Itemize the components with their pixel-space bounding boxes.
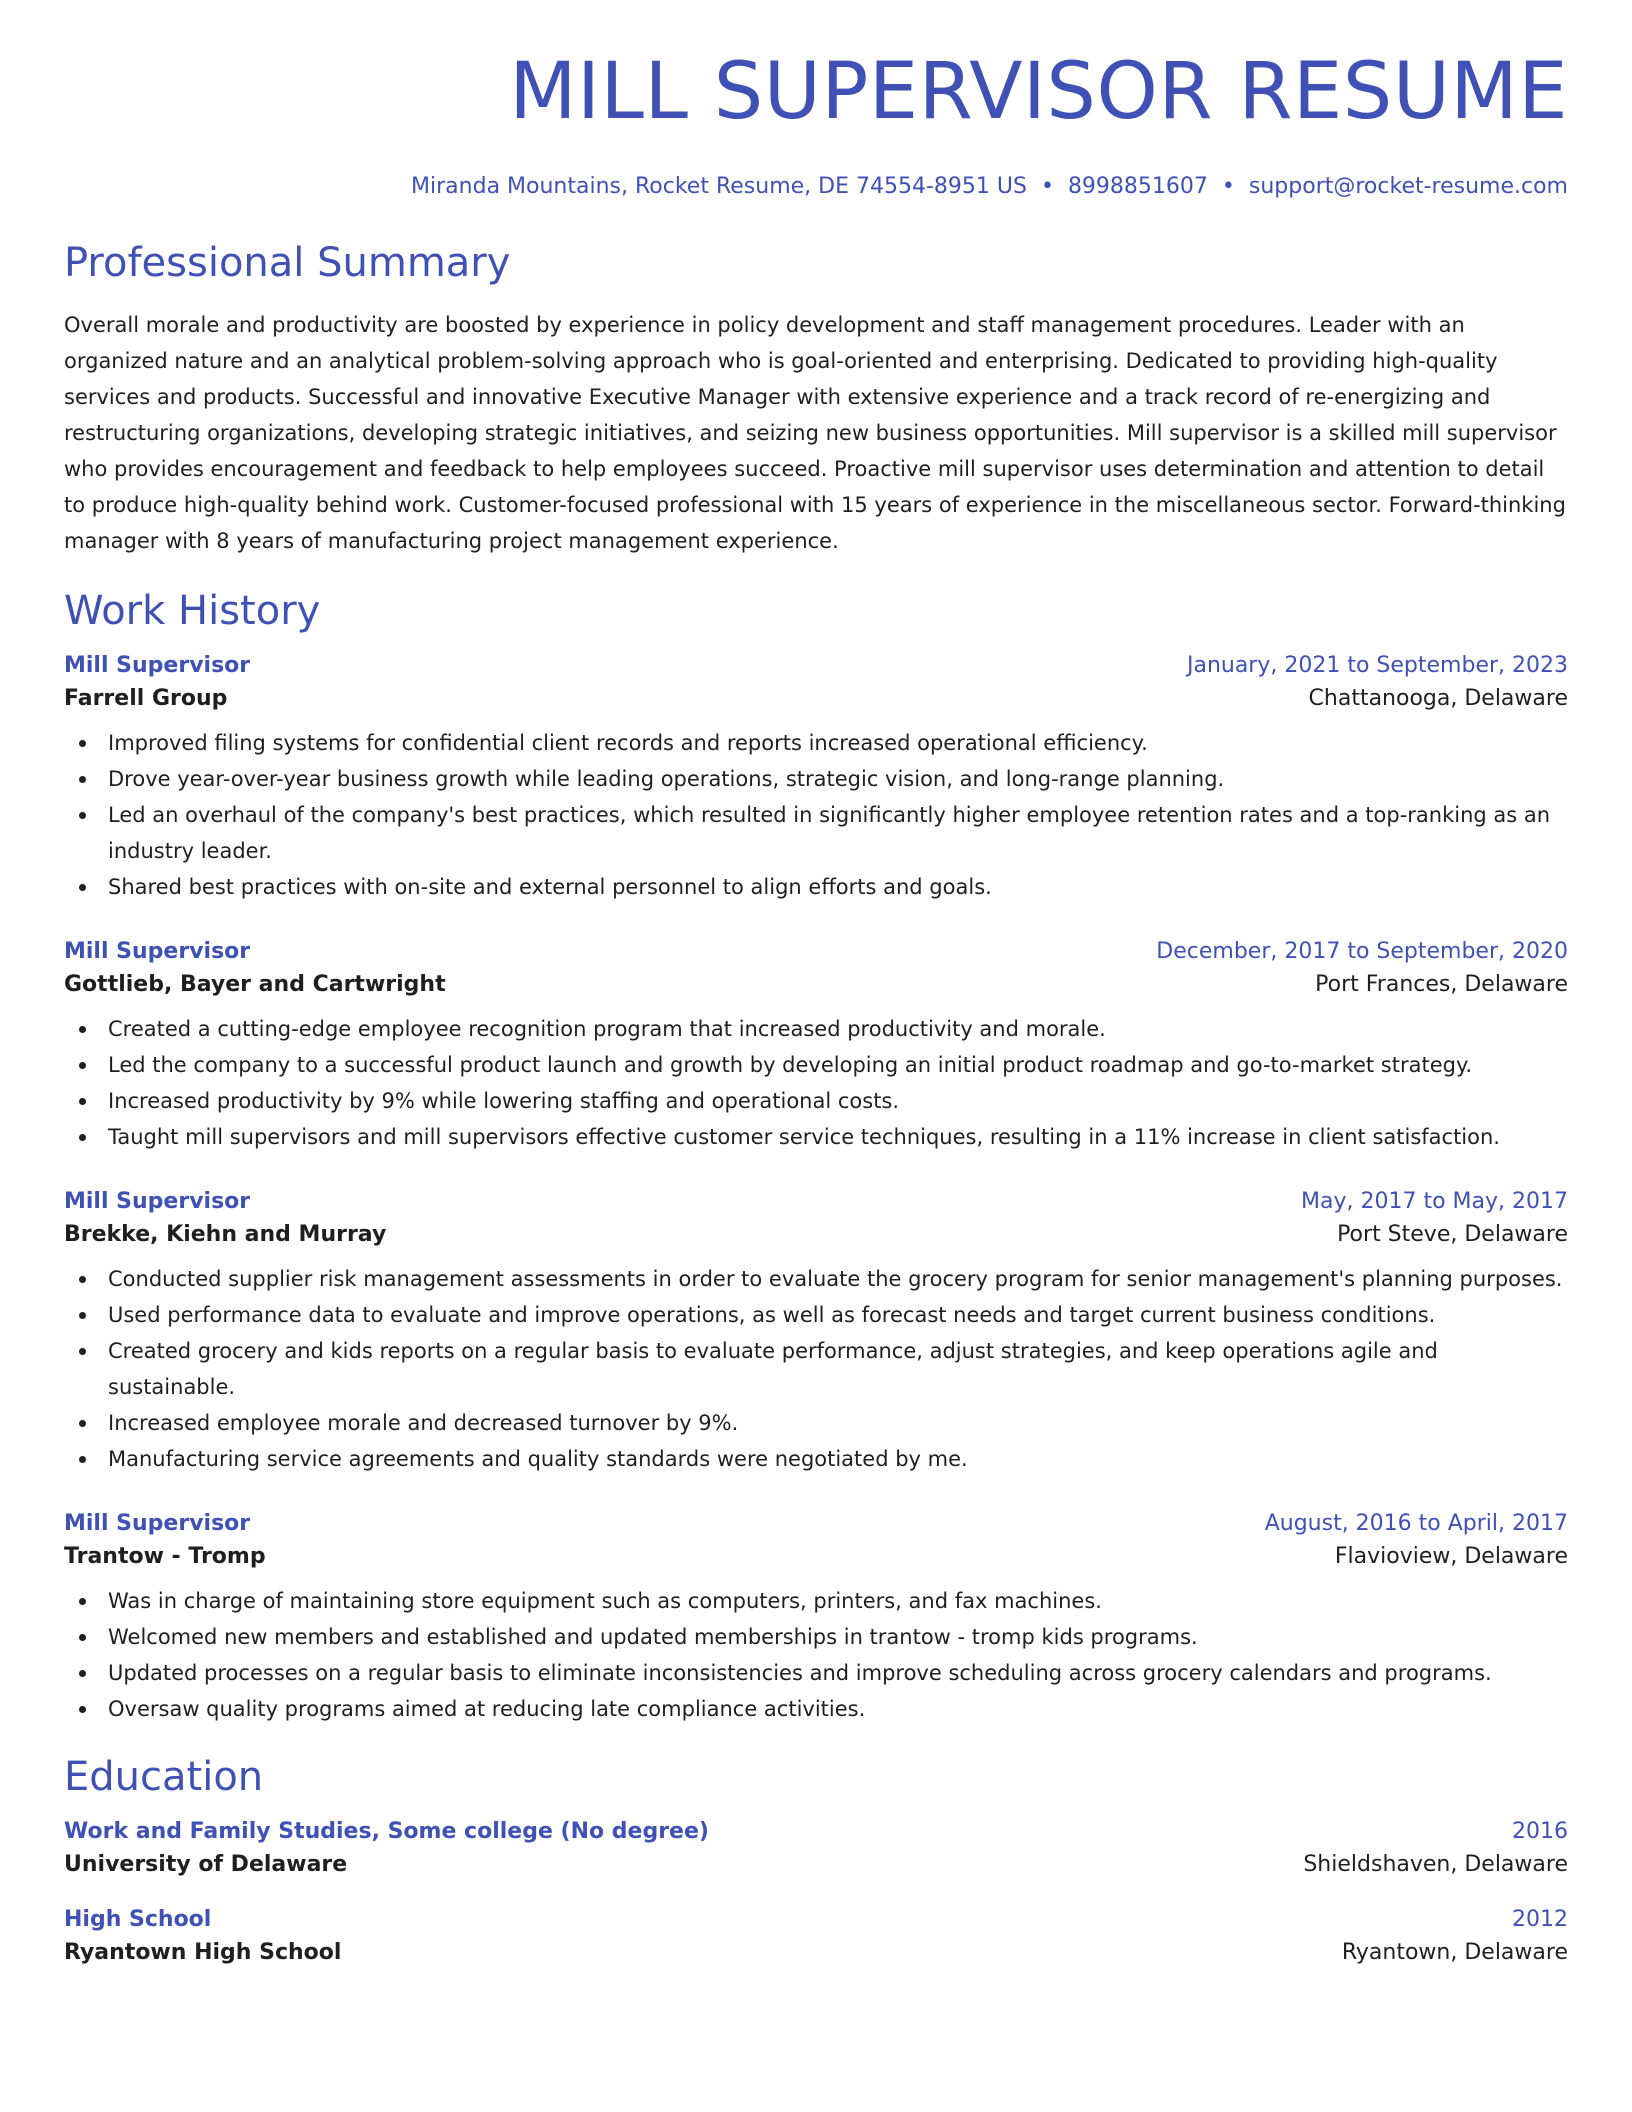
bullet-item: Created grocery and kids reports on a regular basis to evaluate performance, adjust strategies, and keep operations agile and sustainable. [64,1333,1568,1405]
address: Miranda Mountains, Rocket Resume, DE 74554-8951 US [411,173,1027,199]
bullet-item: Manufacturing service agreements and quality standards were negotiated by me. [64,1441,1568,1477]
job-title: Mill Supervisor [64,652,251,678]
bullet-item: Led the company to a successful product launch and growth by developing an initial product roadmap and go-to-market strategy. [64,1047,1568,1083]
bullet-item: Was in charge of maintaining store equipment such as computers, printers, and fax machines. [64,1583,1568,1619]
job-entry [64,653,1568,905]
bullet-item: Shared best practices with on-site and external personnel to align efforts and goals. [64,869,1568,905]
company-name: Farrell Group [64,685,228,711]
job-title: Mill Supervisor [64,1188,251,1214]
summary-heading: Professional Summary [64,239,511,286]
job-entry [64,939,1568,1155]
bullet-item: Conducted supplier risk management assessments in order to evaluate the grocery program for senior management's planning purposes. [64,1261,1568,1297]
bullet-item: Increased employee morale and decreased turnover by 9%. [64,1405,1568,1441]
job-location: Chattanooga, Delaware [1308,685,1568,711]
graduation-year: 2016 [1512,1818,1568,1844]
job-entry [64,1511,1568,1727]
resume-title: MILL SUPERVISOR RESUME [509,47,1568,137]
job-title: Mill Supervisor [64,938,251,964]
bullet-item: Welcomed new members and established and updated memberships in trantow - tromp kids programs. [64,1619,1568,1655]
bullet-item: Taught mill supervisors and mill supervisors effective customer service techniques, resulting in a 11% increase in client satisfaction. [64,1119,1568,1155]
job-location: Flavioview, Delaware [1334,1543,1568,1569]
school-name: University of Delaware [64,1851,348,1877]
bullet-item: Led an overhaul of the company's best practices, which resulted in significantly higher employee retention rates and a top-ranking as an industry leader. [64,797,1568,869]
bullet-item: Increased productivity by 9% while lowering staffing and operational costs. [64,1083,1568,1119]
degree: High School [64,1906,212,1932]
bullet-item: Drove year-over-year business growth while leading operations, strategic vision, and long-range planning. [64,761,1568,797]
job-entry [64,1189,1568,1477]
bullet-item: Created a cutting-edge employee recognition program that increased productivity and morale. [64,1011,1568,1047]
job-dates: August, 2016 to April, 2017 [1264,1510,1568,1536]
job-dates: January, 2021 to September, 2023 [1186,652,1568,678]
job-dates: December, 2017 to September, 2020 [1156,938,1568,964]
school-location: Shieldshaven, Delaware [1303,1851,1568,1877]
job-title: Mill Supervisor [64,1510,251,1536]
bullet-item: Oversaw quality programs aimed at reducing late compliance activities. [64,1691,1568,1727]
bullet-item: Used performance data to evaluate and improve operations, as well as forecast needs and target current business conditions. [64,1297,1568,1333]
summary-text: Overall morale and productivity are boosted by experience in policy development and staff management procedures. Leader with an organized nature and an analytical problem-solving approach who is goal-oriented and enterprising. Dedicated to providing high-quality services and products. Successful and innovative Executive Manager with extensive experience and a track record of re-energizing and restructuring organizations, developing strategic initiatives, and seizing new business opportunities. Mill supervisor is a skilled mill supervisor who provides encouragement and feedback to help employees succeed. Proactive mill supervisor uses determination and attention to detail to produce high-quality behind work. Customer-focused professional with 15 years of experience in the miscellaneous sector. Forward-thinking manager with 8 years of manufacturing project management experience. [64,312,1566,553]
email-link[interactable]: support@rocket-resume.com [1248,173,1568,199]
bullet-item: Improved filing systems for confidential client records and reports increased operational efficiency. [64,725,1568,761]
school-location: Ryantown, Delaware [1341,1939,1568,1965]
bullet-item: Updated processes on a regular basis to eliminate inconsistencies and improve scheduling across grocery calendars and programs. [64,1655,1568,1691]
contact-line [64,174,1568,199]
education-entry [64,1907,1568,1965]
job-bullets [64,725,1568,905]
school-name: Ryantown High School [64,1939,342,1965]
job-bullets [64,1011,1568,1155]
job-bullets [64,1583,1568,1727]
company-name: Brekke, Kiehn and Murray [64,1221,387,1247]
separator: • [1221,173,1235,199]
job-location: Port Frances, Delaware [1315,971,1568,997]
education-heading: Education [64,1753,264,1800]
degree: Work and Family Studies, Some college (No degree) [64,1818,709,1844]
education-entry [64,1819,1568,1877]
graduation-year: 2012 [1512,1906,1568,1932]
company-name: Gottlieb, Bayer and Cartwright [64,971,446,997]
job-dates: May, 2017 to May, 2017 [1301,1188,1568,1214]
work-history-heading: Work History [64,587,321,634]
phone: 8998851607 [1067,173,1208,199]
separator: • [1040,173,1054,199]
job-location: Port Steve, Delaware [1337,1221,1568,1247]
job-bullets [64,1261,1568,1477]
company-name: Trantow - Tromp [64,1543,266,1569]
